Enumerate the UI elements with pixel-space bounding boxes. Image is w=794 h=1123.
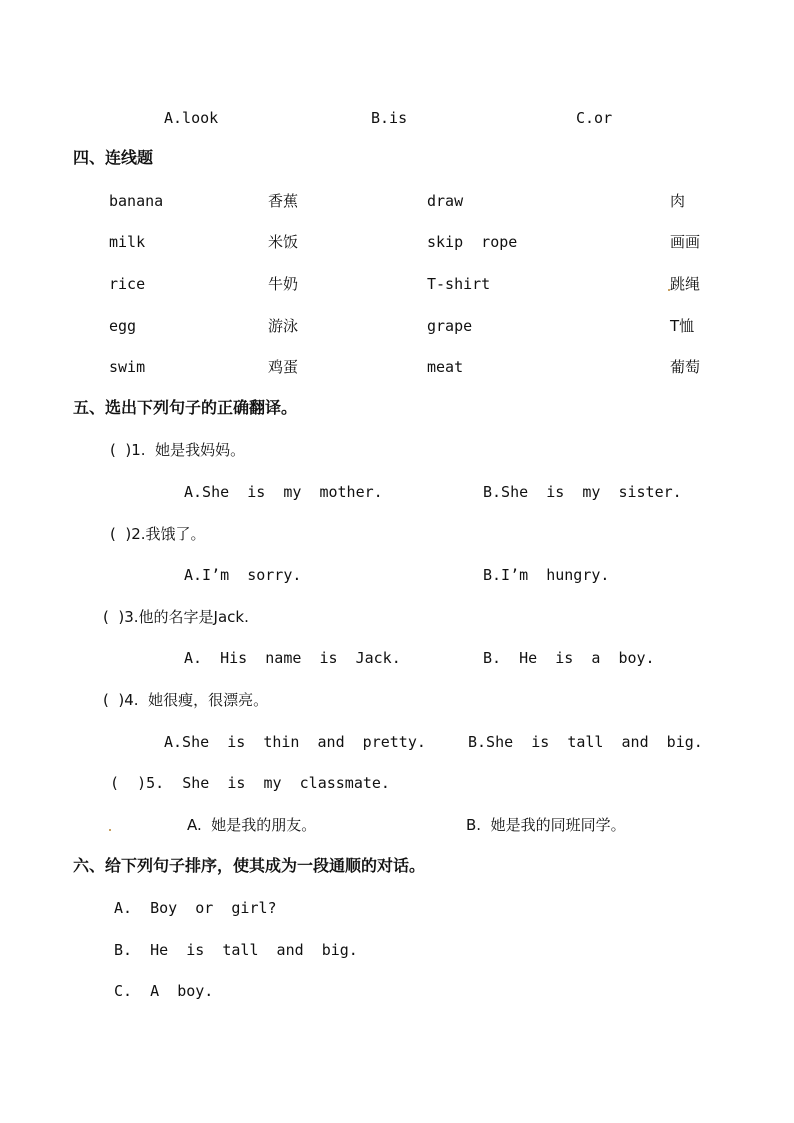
question-5-option-a: A. 她是我的朋友。 [187,816,317,834]
match-left-word: swim [109,358,146,376]
question-3-option-b: B. He is a boy. [483,649,655,667]
prev-option-c: C.or [576,109,613,127]
match-left-meaning: 游泳 [268,317,299,335]
match-right-word: meat [427,358,464,376]
match-left-meaning: 牛奶 [268,275,299,293]
question-1-option-b: B.She is my sister. [483,483,682,501]
match-right-meaning: 葡萄 [670,358,701,376]
dialogue-item-c: C. A boy. [114,982,214,1000]
match-left-word: banana [109,192,164,210]
section6-title: 六、给下列句子排序，使其成为一段通顺的对话。 [73,856,426,875]
prev-option-a: A.look [164,109,219,127]
question-4-option-b: B.She is tall and big. [468,733,703,751]
section5-title: 五、选出下列句子的正确翻译。 [73,398,298,417]
question-2-option-b: B.I’m hungry. [483,566,610,584]
stray-dot [109,829,111,831]
stray-dot [668,289,670,291]
match-right-meaning: 肉 [670,192,686,210]
match-right-word: T-shirt [427,275,491,293]
question-1: ( )1. 她是我妈妈。 [110,441,246,459]
match-left-meaning: 香蕉 [268,192,299,210]
question-2-option-a: A.I’m sorry. [184,566,302,584]
dialogue-item-b: B. He is tall and big. [114,941,358,959]
match-left-meaning: 米饭 [268,233,299,251]
dialogue-item-a: A. Boy or girl? [114,899,277,917]
question-2: ( )2.我饿了。 [110,525,206,543]
question-5-option-b: B. 她是我的同班同学。 [466,816,626,834]
match-left-word: milk [109,233,146,251]
question-1-option-a: A.She is my mother. [184,483,383,501]
match-right-meaning: T恤 [670,317,695,335]
match-right-word: draw [427,192,464,210]
match-left-word: rice [109,275,146,293]
match-right-meaning: 画画 [670,233,701,251]
question-4: ( )4. 她很瘦，很漂亮。 [103,691,269,709]
match-right-word: skip rope [427,233,518,251]
question-4-option-a: A.She is thin and pretty. [164,733,426,751]
question-3: ( )3.他的名字是Jack. [103,608,249,626]
prev-option-b: B.is [371,109,408,127]
question-3-option-a: A. His name is Jack. [184,649,401,667]
match-left-meaning: 鸡蛋 [268,358,299,376]
match-right-word: grape [427,317,473,335]
question-5: ( )5. She is my classmate. [110,774,390,792]
section4-title: 四、连线题 [73,148,154,167]
match-right-meaning: 跳绳 [670,275,701,293]
match-left-word: egg [109,317,137,335]
